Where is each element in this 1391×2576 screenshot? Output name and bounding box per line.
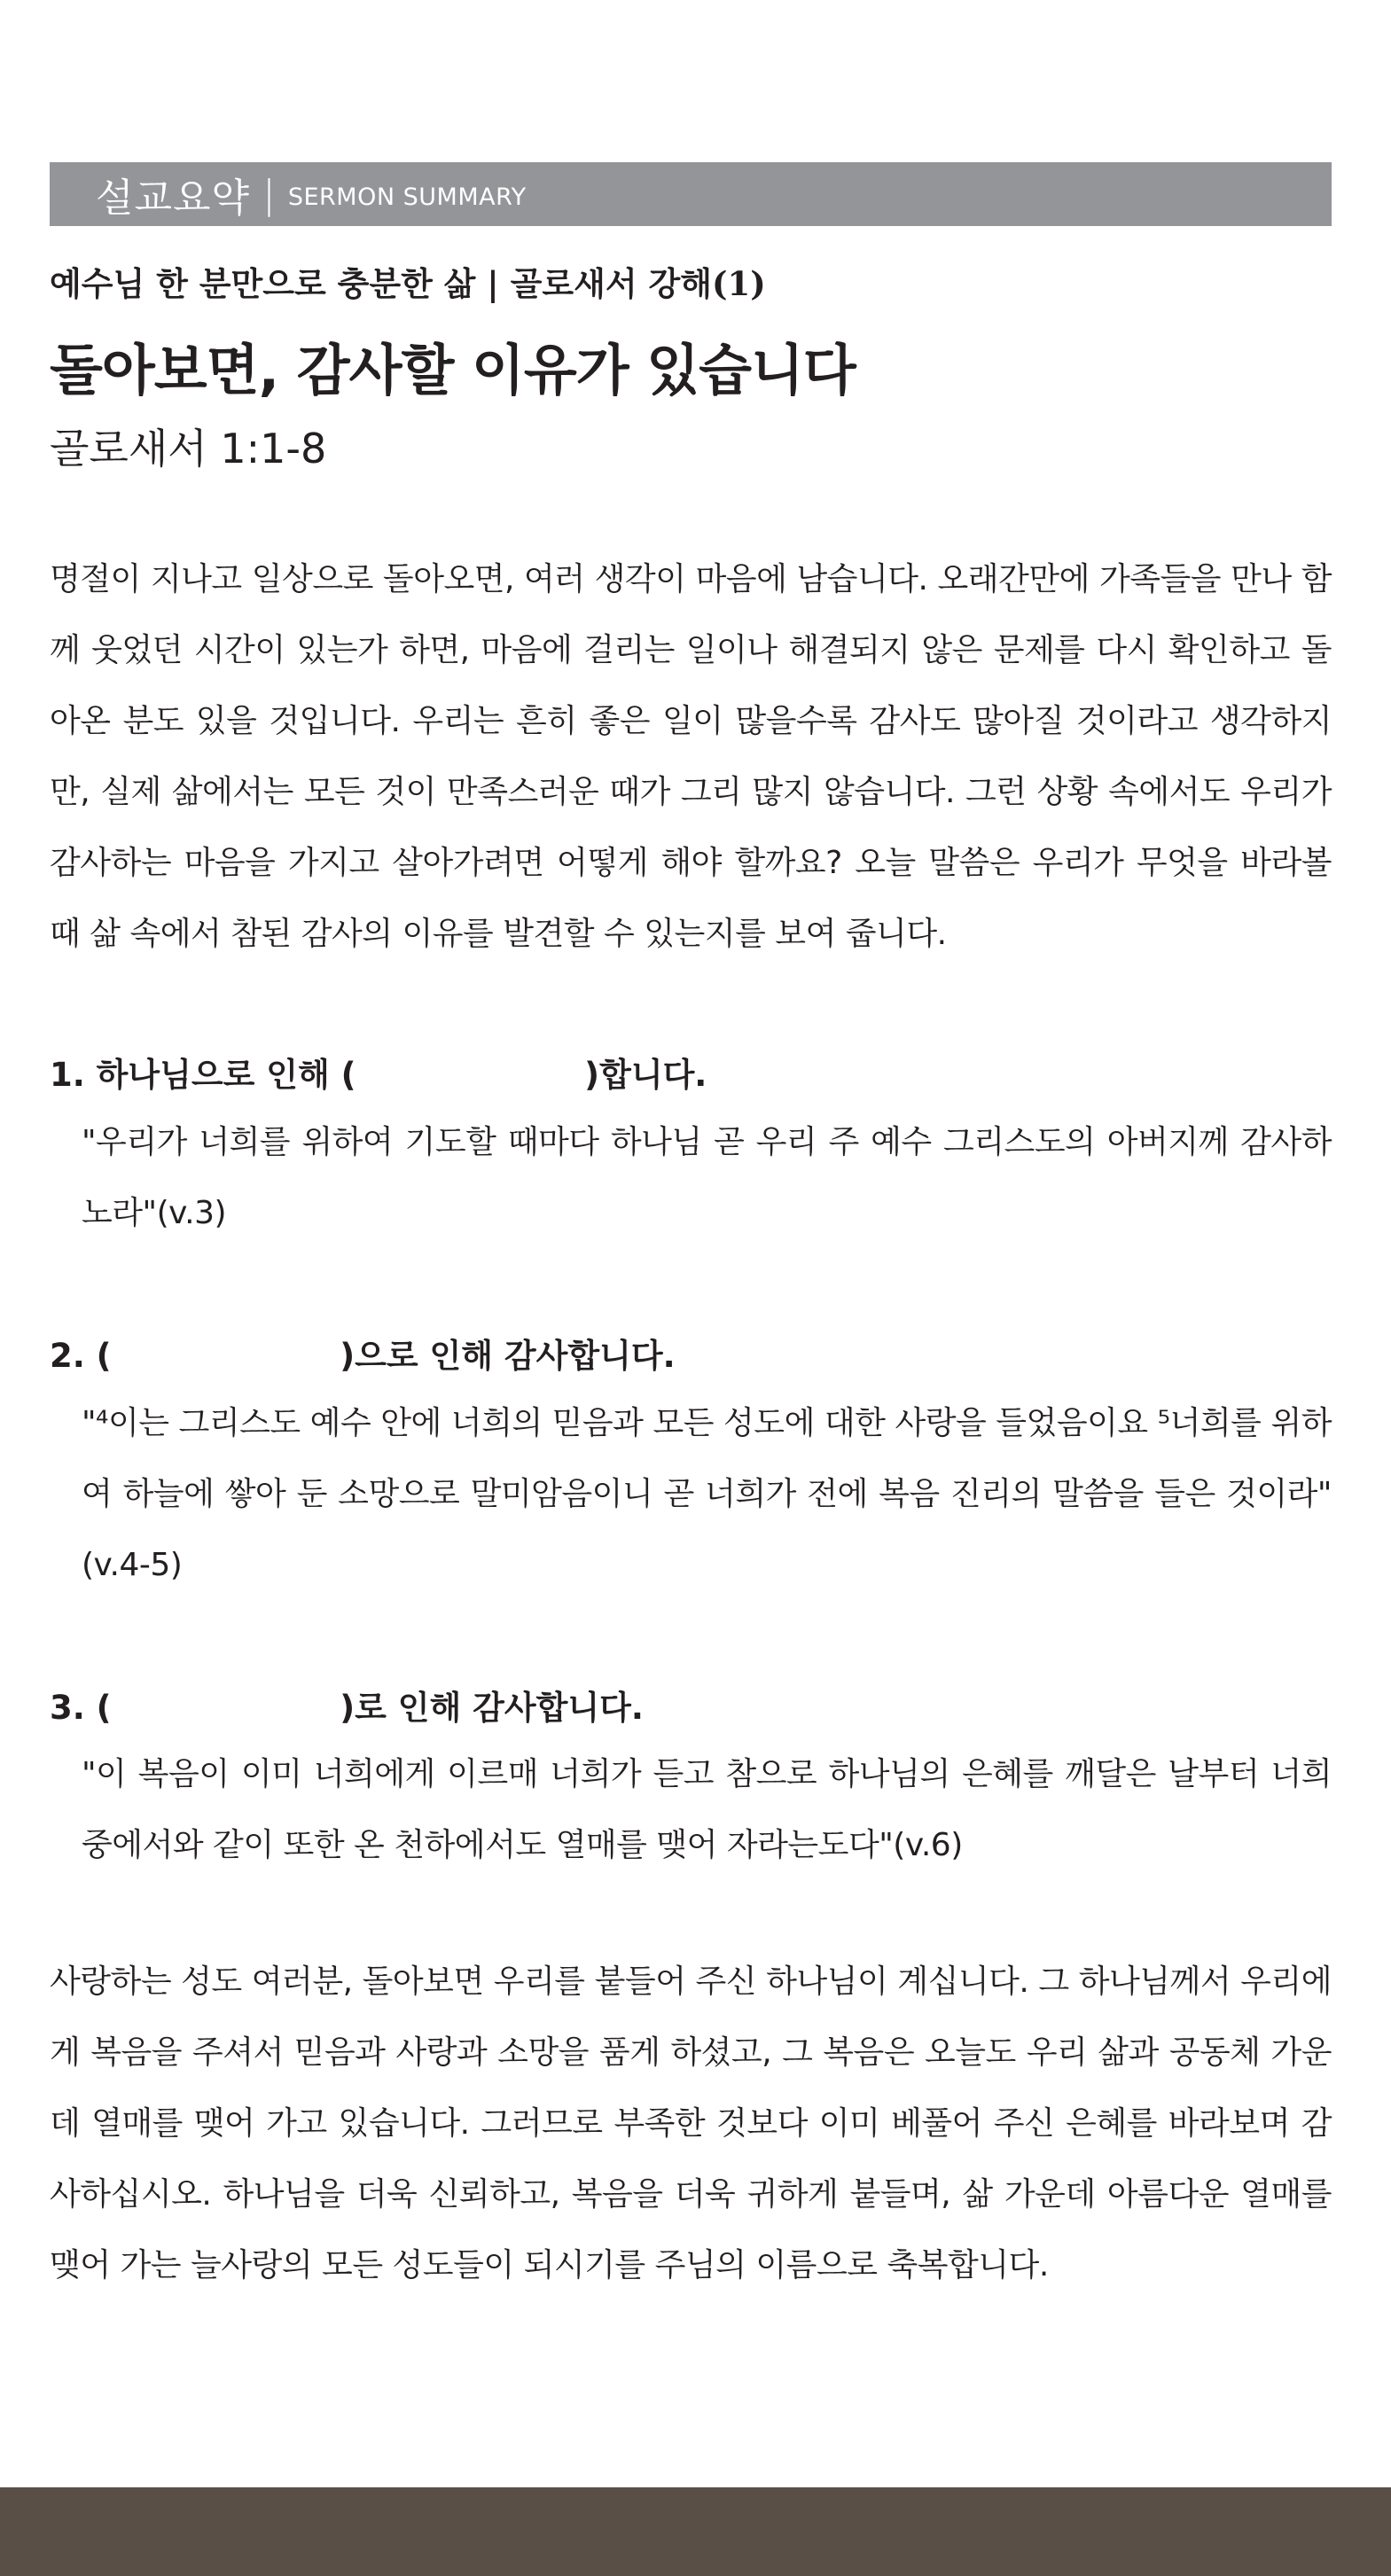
point-1-heading: 1. 하나님으로 인해 ( )합니다. xyxy=(50,1056,707,1094)
footer-bar xyxy=(0,2487,1391,2576)
header-label-english: SERMON SUMMARY xyxy=(287,183,527,211)
section-header-bar xyxy=(50,162,1332,226)
sermon-title: 돌아보면, 감사할 이유가 있습니다 xyxy=(50,338,856,402)
point-2-quote: "⁴이는 그리스도 예수 안에 너희의 믿음과 모든 성도에 대한 사랑을 들었음이요 ⁵너희를 위하여 하늘에 쌓아 둔 소망으로 말미암음이니 곧 너희가 전에 복음 진리의 말씀을 들은 것이라"(v.4-5) xyxy=(82,1405,1332,1583)
intro-paragraph: 명절이 지나고 일상으로 돌아오면, 여러 생각이 마음에 남습니다. 오래간만에 가족들을 만나 함께 웃었던 시간이 있는가 하면, 마음에 걸리는 일이나 해결되지 않은 문제를 다시 확인하고 돌아온 분도 있을 것입니다. 우리는 흔히 좋은 일이 많을수록 감사도 많아질 것이라고 생각하지만, 실제 삶에서는 모든 것이 만족스러운 때가 그리 많지 않습니다. 그런 상황 속에서도 우리가 감사하는 마음을 가지고 살아가려면 어떻게 해야 할까요? 오늘 말씀은 우리가 무엇을 바라볼 때 삶 속에서 참된 감사의 이유를 발견할 수 있는지를 보여 줍니다. xyxy=(50,561,1332,952)
point-2-heading: 2. ( )으로 인해 감사합니다. xyxy=(50,1337,676,1375)
header-label-korean: 설교요약 xyxy=(96,176,251,221)
point-1-quote: "우리가 너희를 위하여 기도할 때마다 하나님 곧 우리 주 예수 그리스도의 아버지께 감사하노라"(v.3) xyxy=(82,1124,1332,1231)
header-separator: | xyxy=(262,171,276,217)
closing-paragraph: 사랑하는 성도 여러분, 돌아보면 우리를 붙들어 주신 하나님이 계십니다. 그 하나님께서 우리에게 복음을 주셔서 믿음과 사랑과 소망을 품게 하셨고, 그 복음은 오늘도 우리 삶과 공동체 가운데 열매를 맺어 가고 있습니다. 그러므로 부족한 것보다 이미 베풀어 주신 은혜를 바라보며 감사하십시오. 하나님을 더욱 신뢰하고, 복음을 더욱 귀하게 붙들며, 삶 가운데 아름다운 열매를 맺어 가는 늘사랑의 모든 성도들이 되시기를 주님의 이름으로 축복합니다. xyxy=(50,1963,1332,2283)
point-3-heading: 3. ( )로 인해 감사합니다. xyxy=(50,1689,644,1727)
scripture-reference: 골로새서 1:1-8 xyxy=(50,425,327,472)
point-3-quote: "이 복음이 이미 너희에게 이르매 너희가 듣고 참으로 하나님의 은혜를 깨달은 날부터 너희 중에서와 같이 또한 온 천하에서도 열매를 맺어 자라는도다"(v.6) xyxy=(82,1756,1332,1863)
sermon-series: 예수님 한 분만으로 충분한 삶 | 골로새서 강해(1) xyxy=(50,264,766,303)
